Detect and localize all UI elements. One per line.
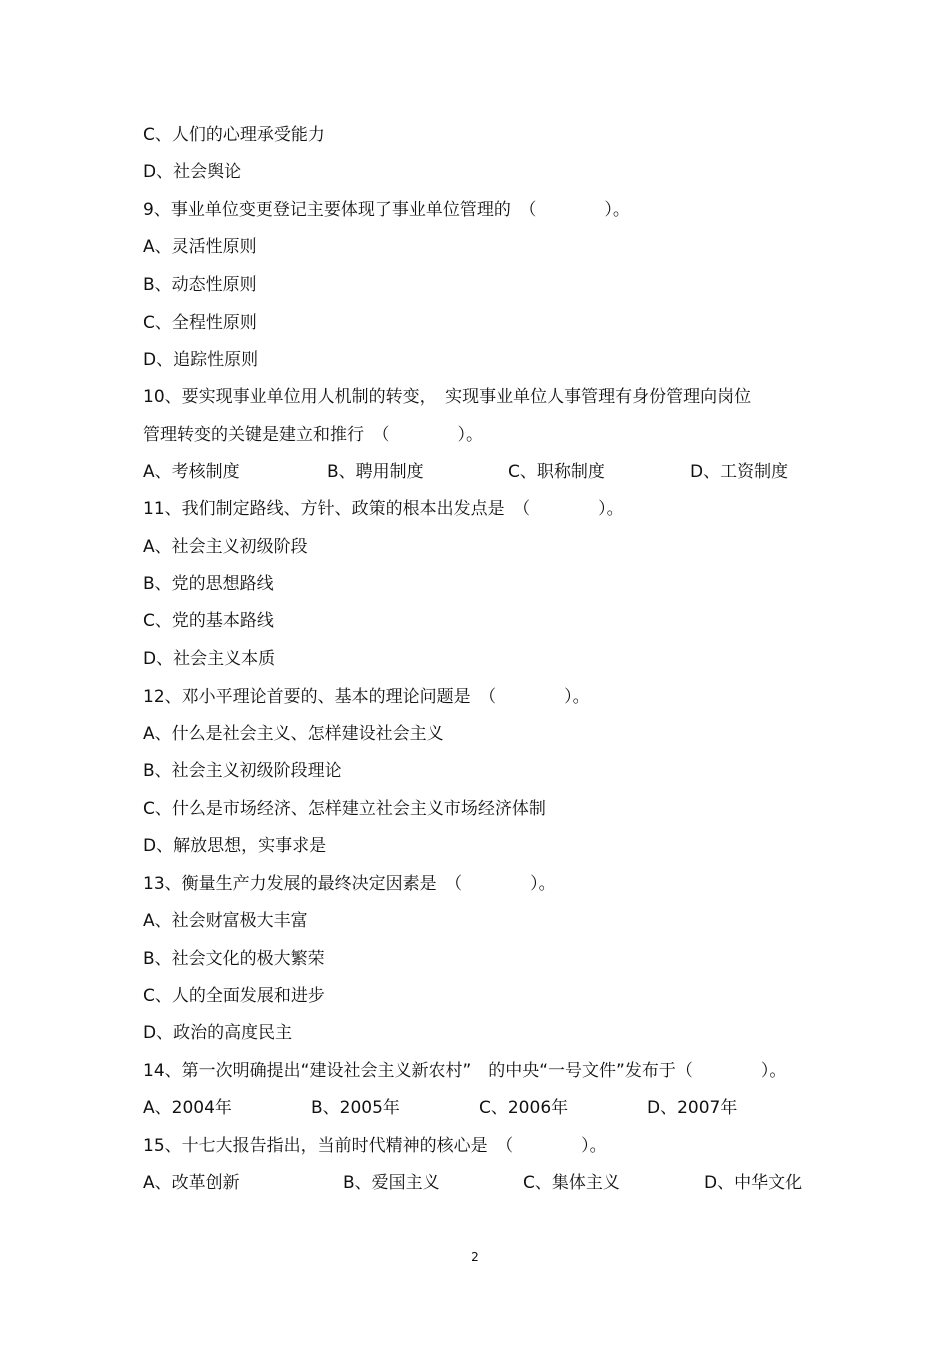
option: A、2004年 bbox=[143, 1098, 232, 1118]
text-line: A、什么是社会主义、怎样建设社会主义 bbox=[143, 724, 444, 744]
question-15: 15、十七大报告指出，当前时代精神的核心是 （ ）。 bbox=[143, 1136, 607, 1156]
text-line: D、解放思想，实事求是 bbox=[143, 836, 327, 856]
text-line: C、人们的心理承受能力 bbox=[143, 125, 325, 145]
option: B、2005年 bbox=[311, 1098, 400, 1118]
text-line: B、动态性原则 bbox=[143, 275, 257, 295]
option: A、考核制度 bbox=[143, 462, 240, 482]
text-line: B、社会主义初级阶段理论 bbox=[143, 761, 342, 781]
question-15-options bbox=[143, 1172, 823, 1304]
option: C、集体主义 bbox=[523, 1173, 620, 1193]
text-line: D、社会主义本质 bbox=[143, 649, 276, 669]
option: B、爱国主义 bbox=[343, 1173, 440, 1193]
option: C、2006年 bbox=[479, 1098, 569, 1118]
text-line: B、社会文化的极大繁荣 bbox=[143, 949, 325, 969]
text-line: C、党的基本路线 bbox=[143, 611, 274, 631]
question-13: 13、衡量生产力发展的最终决定因素是 （ ）。 bbox=[143, 874, 556, 894]
option: D、2007年 bbox=[647, 1098, 738, 1118]
question-14: 14、第一次明确提出“建设社会主义新农村” 的中央“一号文件”发布于（ ）。 bbox=[143, 1061, 787, 1081]
question-10: 10、要实现事业单位用人机制的转变， 实现事业单位人事管理有身份管理向岗位 bbox=[143, 387, 752, 407]
question-11: 11、我们制定路线、方针、政策的根本出发点是 （ ）。 bbox=[143, 499, 624, 519]
text-line: C、什么是市场经济、怎样建立社会主义市场经济体制 bbox=[143, 799, 546, 819]
option: A、改革创新 bbox=[143, 1173, 240, 1193]
question-12: 12、邓小平理论首要的、基本的理论问题是 （ ）。 bbox=[143, 687, 590, 707]
option: B、聘用制度 bbox=[327, 462, 424, 482]
text-line: D、社会舆论 bbox=[143, 162, 242, 182]
text-line: D、追踪性原则 bbox=[143, 350, 259, 370]
option: D、工资制度 bbox=[690, 462, 789, 482]
text-line: A、灵活性原则 bbox=[143, 237, 257, 257]
text-line: C、人的全面发展和进步 bbox=[143, 986, 325, 1006]
text-line: A、社会主义初级阶段 bbox=[143, 537, 308, 557]
text-line: C、全程性原则 bbox=[143, 313, 257, 333]
option: D、中华文化 bbox=[704, 1173, 803, 1193]
option: C、职称制度 bbox=[508, 462, 605, 482]
question-9: 9、事业单位变更登记主要体现了事业单位管理的 （ ）。 bbox=[143, 200, 630, 220]
text-line: B、党的思想路线 bbox=[143, 574, 274, 594]
question-10-continued: 管理转变的关键是建立和推行 （ ）。 bbox=[143, 425, 483, 445]
page-number: 2 bbox=[471, 1250, 479, 1264]
text-line: A、社会财富极大丰富 bbox=[143, 911, 308, 931]
text-line: D、政治的高度民主 bbox=[143, 1023, 293, 1043]
